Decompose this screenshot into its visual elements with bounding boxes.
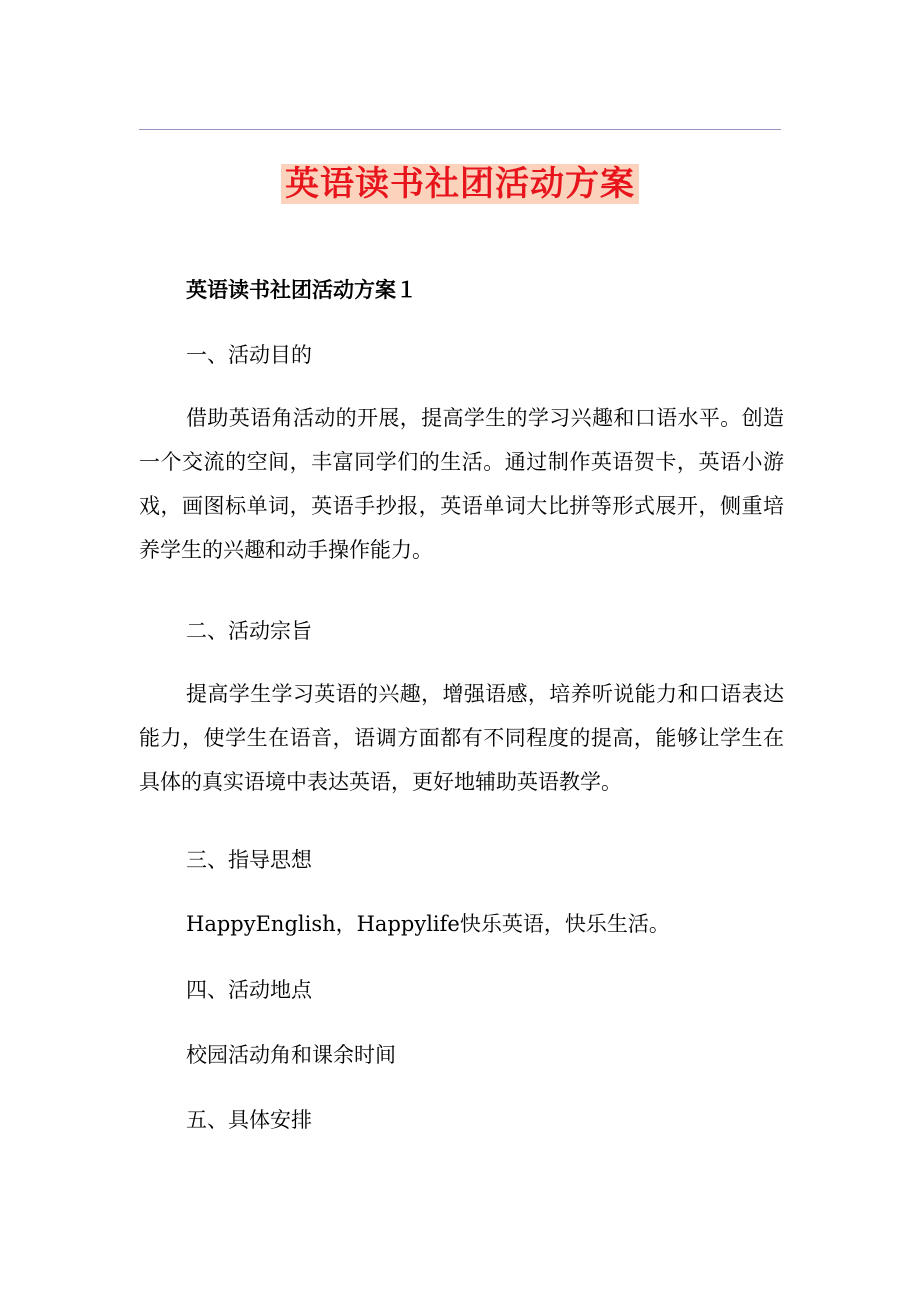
document-title-text: 英语读书社团活动方案 [281, 164, 639, 204]
section-body-aim: 提高学生学习英语的兴趣，增强语感，培养听说能力和口语表达能力，使学生在语音，语调方面都有不同程度的提高，能够让学生在具体的真实语境中表达英语，更好地辅助英语教学。 [139, 682, 784, 794]
section-heading-location: 四、活动地点 [186, 978, 312, 1002]
section-heading-aim: 二、活动宗旨 [186, 619, 312, 643]
header-rule [139, 129, 781, 130]
section-heading-purpose: 一、活动目的 [186, 343, 312, 367]
section-heading-guiding: 三、指导思想 [186, 848, 312, 872]
section-body-location: 校园活动角和课余时间 [186, 1043, 396, 1067]
document-title [0, 158, 920, 210]
section-body-guiding: HappyEnglish，Happylife快乐英语，快乐生活。 [186, 912, 670, 936]
section-heading-arrangement: 五、具体安排 [186, 1108, 312, 1132]
section-body-purpose: 借助英语角活动的开展，提高学生的学习兴趣和口语水平。创造一个交流的空间，丰富同学们的生活。通过制作英语贺卡，英语小游戏，画图标单词，英语手抄报，英语单词大比拼等形式展开，侧重培养学生的兴趣和动手操作能力。 [139, 406, 784, 562]
plan-subtitle: 英语读书社团活动方案１ [186, 277, 417, 302]
